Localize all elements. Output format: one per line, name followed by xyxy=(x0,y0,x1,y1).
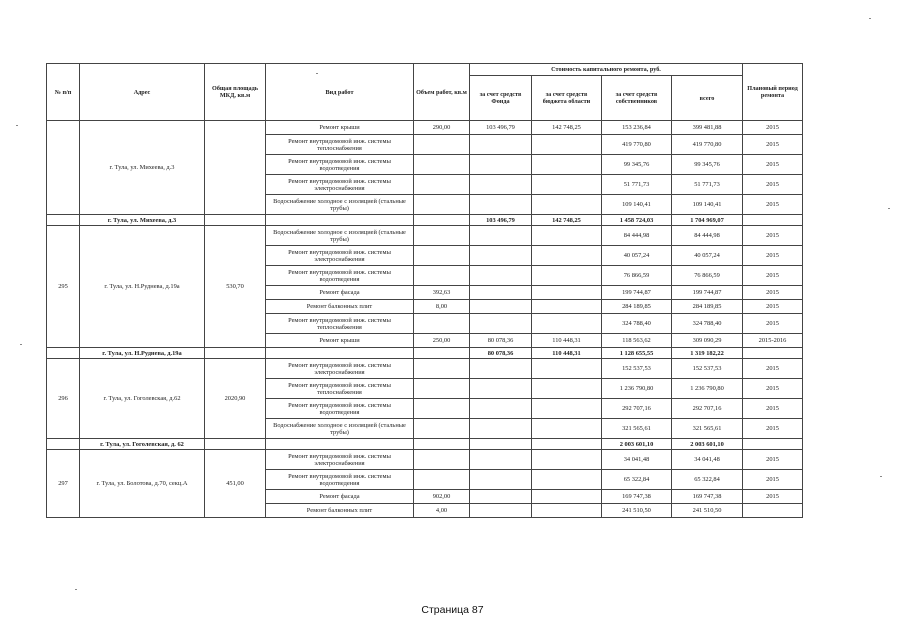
row-address: г. Тула, ул. Болотова, д.70, секц.А xyxy=(80,450,205,518)
repair-plan-table xyxy=(46,63,803,518)
cost-region xyxy=(532,419,602,439)
work-type: Ремонт внутридомовой инж. системы водоотведения xyxy=(266,155,414,175)
header-cost-group: Стоимость капитального ремонта, руб. xyxy=(470,64,743,76)
repair-period: 2015 xyxy=(743,450,803,470)
cost-fund xyxy=(470,135,532,155)
cost-total: 1 236 790,80 xyxy=(672,379,743,399)
cost-region xyxy=(532,195,602,215)
work-type: Ремонт внутридомовой инж. системы электроснабжения xyxy=(266,359,414,379)
cost-fund xyxy=(470,470,532,490)
work-volume xyxy=(414,314,470,334)
row-number: 295 xyxy=(47,226,80,348)
cost-fund xyxy=(470,226,532,246)
repair-period: 2015 xyxy=(743,359,803,379)
header-total: всего xyxy=(672,76,743,121)
subtotal-total: 1 704 969,07 xyxy=(672,215,743,226)
work-volume: 8,00 xyxy=(414,300,470,314)
table-row xyxy=(47,359,803,379)
header-region: за счет средств бюджета области xyxy=(532,76,602,121)
work-volume xyxy=(414,226,470,246)
scan-speck xyxy=(20,344,22,345)
cost-total: 169 747,38 xyxy=(672,490,743,504)
cost-region xyxy=(532,246,602,266)
cost-region xyxy=(532,399,602,419)
cost-region xyxy=(532,504,602,518)
cost-region xyxy=(532,359,602,379)
subtotal-label: г. Тула, ул. Н.Руднева, д.19а xyxy=(80,348,205,359)
repair-period: 2015 xyxy=(743,175,803,195)
cost-owners: 169 747,38 xyxy=(602,490,672,504)
work-volume xyxy=(414,470,470,490)
work-volume xyxy=(414,246,470,266)
subtotal-label: г. Тула, ул. Гоголевская, д. 62 xyxy=(80,439,205,450)
cost-total: 65 322,84 xyxy=(672,470,743,490)
cost-fund xyxy=(470,450,532,470)
cost-fund xyxy=(470,286,532,300)
cost-region: 142 748,25 xyxy=(532,121,602,135)
row-area xyxy=(205,121,266,215)
work-type: Водоснабжение холодное с изоляцией (стальные трубы) xyxy=(266,419,414,439)
cost-owners: 292 707,16 xyxy=(602,399,672,419)
cost-fund: 80 078,36 xyxy=(470,334,532,348)
cost-fund xyxy=(470,359,532,379)
subtotal-owners: 1 458 724,03 xyxy=(602,215,672,226)
work-volume xyxy=(414,155,470,175)
cost-fund xyxy=(470,419,532,439)
cost-total: 51 771,73 xyxy=(672,175,743,195)
work-volume xyxy=(414,135,470,155)
cost-owners: 51 771,73 xyxy=(602,175,672,195)
cost-fund xyxy=(470,155,532,175)
cost-owners: 321 565,61 xyxy=(602,419,672,439)
repair-period: 2015 xyxy=(743,135,803,155)
repair-period: 2015 xyxy=(743,226,803,246)
repair-period: 2015 xyxy=(743,419,803,439)
work-type: Ремонт внутридомовой инж. системы электроснабжения xyxy=(266,450,414,470)
cost-fund: 103 496,79 xyxy=(470,121,532,135)
cost-region xyxy=(532,379,602,399)
cost-fund xyxy=(470,300,532,314)
cost-region xyxy=(532,300,602,314)
cost-fund xyxy=(470,246,532,266)
table-row xyxy=(47,226,803,246)
cost-owners: 99 345,76 xyxy=(602,155,672,175)
work-type: Ремонт внутридомовой инж. системы водоотведения xyxy=(266,266,414,286)
row-address: г. Тула, ул. Н.Руднева, д.19а xyxy=(80,226,205,348)
cost-total: 292 707,16 xyxy=(672,399,743,419)
table-row xyxy=(47,450,803,470)
cost-owners: 284 189,85 xyxy=(602,300,672,314)
cost-total: 321 565,61 xyxy=(672,419,743,439)
cost-total: 40 057,24 xyxy=(672,246,743,266)
work-volume: 392,63 xyxy=(414,286,470,300)
cost-owners: 76 866,59 xyxy=(602,266,672,286)
cost-total: 284 189,85 xyxy=(672,300,743,314)
repair-period: 2015 xyxy=(743,379,803,399)
work-volume xyxy=(414,419,470,439)
subtotal-number xyxy=(47,439,80,450)
repair-period: 2015 xyxy=(743,266,803,286)
repair-period: 2015 xyxy=(743,399,803,419)
cost-owners: 40 057,24 xyxy=(602,246,672,266)
header-address: Адрес xyxy=(80,64,205,121)
cost-owners: 65 322,84 xyxy=(602,470,672,490)
cost-fund xyxy=(470,314,532,334)
subtotal-area xyxy=(205,215,266,226)
work-type: Ремонт фасада xyxy=(266,286,414,300)
row-address: г. Тула, ул. Михеева, д.3 xyxy=(80,121,205,215)
work-type: Ремонт внутридомовой инж. системы водоотведения xyxy=(266,470,414,490)
work-type: Ремонт фасада xyxy=(266,490,414,504)
cost-total: 152 537,53 xyxy=(672,359,743,379)
cost-total: 324 788,40 xyxy=(672,314,743,334)
cost-owners: 152 537,53 xyxy=(602,359,672,379)
subtotal-number xyxy=(47,215,80,226)
table-row xyxy=(47,121,803,135)
cost-owners: 199 744,87 xyxy=(602,286,672,300)
repair-period xyxy=(743,504,803,518)
row-number: 296 xyxy=(47,359,80,439)
cost-fund xyxy=(470,175,532,195)
cost-total: 399 481,88 xyxy=(672,121,743,135)
repair-period: 2015 xyxy=(743,121,803,135)
work-type: Ремонт внутридомовой инж. системы теплоснабжения xyxy=(266,135,414,155)
repair-period: 2015 xyxy=(743,314,803,334)
subtotal-row xyxy=(47,348,803,359)
subtotal-work xyxy=(266,215,414,226)
header-fund: за счет средств Фонда xyxy=(470,76,532,121)
row-number: 297 xyxy=(47,450,80,518)
work-type: Ремонт балконных плит xyxy=(266,300,414,314)
subtotal-period xyxy=(743,348,803,359)
header-number: № п/п xyxy=(47,64,80,121)
header-volume: Объем работ, кв.м xyxy=(414,64,470,121)
subtotal-fund: 80 078,36 xyxy=(470,348,532,359)
subtotal-number xyxy=(47,348,80,359)
work-volume xyxy=(414,359,470,379)
cost-owners: 118 563,62 xyxy=(602,334,672,348)
subtotal-owners: 2 003 601,10 xyxy=(602,439,672,450)
subtotal-owners: 1 128 655,55 xyxy=(602,348,672,359)
work-type: Ремонт балконных плит xyxy=(266,504,414,518)
subtotal-total: 1 319 182,22 xyxy=(672,348,743,359)
cost-region xyxy=(532,266,602,286)
cost-owners: 1 236 790,80 xyxy=(602,379,672,399)
cost-owners: 153 236,84 xyxy=(602,121,672,135)
work-volume xyxy=(414,195,470,215)
work-type: Ремонт внутридомовой инж. системы электроснабжения xyxy=(266,175,414,195)
page-number: Страница 87 xyxy=(421,604,484,616)
cost-owners: 84 444,98 xyxy=(602,226,672,246)
subtotal-region xyxy=(532,439,602,450)
repair-period: 2015 xyxy=(743,490,803,504)
subtotal-work xyxy=(266,439,414,450)
cost-total: 419 770,80 xyxy=(672,135,743,155)
subtotal-fund: 103 496,79 xyxy=(470,215,532,226)
cost-region xyxy=(532,314,602,334)
scan-speck xyxy=(16,125,18,126)
subtotal-row xyxy=(47,215,803,226)
scan-speck xyxy=(888,208,890,209)
work-type: Ремонт внутридомовой инж. системы теплоснабжения xyxy=(266,314,414,334)
header-period: Плановый период ремонта xyxy=(743,64,803,121)
cost-total: 109 140,41 xyxy=(672,195,743,215)
cost-region xyxy=(532,226,602,246)
work-type: Ремонт внутридомовой инж. системы водоотведения xyxy=(266,399,414,419)
repair-period: 2015 xyxy=(743,286,803,300)
work-volume xyxy=(414,175,470,195)
cost-total: 84 444,98 xyxy=(672,226,743,246)
repair-period: 2015 xyxy=(743,470,803,490)
subtotal-area xyxy=(205,439,266,450)
work-volume xyxy=(414,399,470,419)
cost-total: 99 345,76 xyxy=(672,155,743,175)
subtotal-label: г. Тула, ул. Михеева, д.3 xyxy=(80,215,205,226)
work-volume xyxy=(414,379,470,399)
cost-region xyxy=(532,135,602,155)
work-volume xyxy=(414,450,470,470)
header-owners: за счет средств собственников xyxy=(602,76,672,121)
subtotal-region: 110 448,31 xyxy=(532,348,602,359)
repair-period: 2015 xyxy=(743,300,803,314)
scan-speck xyxy=(869,18,871,19)
subtotal-region: 142 748,25 xyxy=(532,215,602,226)
subtotal-area xyxy=(205,348,266,359)
subtotal-work xyxy=(266,348,414,359)
cost-fund xyxy=(470,490,532,504)
cost-owners: 324 788,40 xyxy=(602,314,672,334)
subtotal-volume xyxy=(414,215,470,226)
repair-period: 2015 xyxy=(743,246,803,266)
cost-owners: 34 041,48 xyxy=(602,450,672,470)
cost-region xyxy=(532,155,602,175)
cost-fund xyxy=(470,399,532,419)
work-volume xyxy=(414,266,470,286)
cost-region xyxy=(532,490,602,504)
subtotal-period xyxy=(743,439,803,450)
cost-fund xyxy=(470,504,532,518)
work-type: Водоснабжение холодное с изоляцией (стальные трубы) xyxy=(266,226,414,246)
repair-period: 2015 xyxy=(743,155,803,175)
row-address: г. Тула, ул. Гоголевская, д.62 xyxy=(80,359,205,439)
row-number xyxy=(47,121,80,215)
cost-region xyxy=(532,286,602,300)
work-type: Ремонт внутридомовой инж. системы электроснабжения xyxy=(266,246,414,266)
work-type: Ремонт крыши xyxy=(266,121,414,135)
work-volume: 290,00 xyxy=(414,121,470,135)
repair-period: 2015 xyxy=(743,195,803,215)
cost-fund xyxy=(470,266,532,286)
subtotal-row xyxy=(47,439,803,450)
header-area: Общая площадь МКД, кв.м xyxy=(205,64,266,121)
cost-total: 34 041,48 xyxy=(672,450,743,470)
cost-region xyxy=(532,470,602,490)
cost-owners: 241 510,50 xyxy=(602,504,672,518)
row-area: 451,00 xyxy=(205,450,266,518)
subtotal-fund xyxy=(470,439,532,450)
scan-speck xyxy=(880,476,882,477)
cost-owners: 419 770,80 xyxy=(602,135,672,155)
cost-region xyxy=(532,450,602,470)
scan-speck xyxy=(75,589,77,590)
work-type: Ремонт внутридомовой инж. системы теплоснабжения xyxy=(266,379,414,399)
subtotal-total: 2 003 601,10 xyxy=(672,439,743,450)
work-type: Водоснабжение холодное с изоляцией (стальные трубы) xyxy=(266,195,414,215)
cost-owners: 109 140,41 xyxy=(602,195,672,215)
subtotal-volume xyxy=(414,439,470,450)
work-volume: 902,00 xyxy=(414,490,470,504)
table-header xyxy=(47,64,803,121)
cost-region xyxy=(532,175,602,195)
header-work-type: Вид работ xyxy=(266,64,414,121)
cost-total: 199 744,87 xyxy=(672,286,743,300)
subtotal-period xyxy=(743,215,803,226)
cost-fund xyxy=(470,195,532,215)
cost-total: 309 090,29 xyxy=(672,334,743,348)
cost-region: 110 448,31 xyxy=(532,334,602,348)
table-body xyxy=(47,121,803,518)
row-area: 530,70 xyxy=(205,226,266,348)
cost-total: 241 510,50 xyxy=(672,504,743,518)
cost-total: 76 866,59 xyxy=(672,266,743,286)
work-type: Ремонт крыши xyxy=(266,334,414,348)
subtotal-volume xyxy=(414,348,470,359)
repair-period: 2015-2016 xyxy=(743,334,803,348)
work-volume: 4,00 xyxy=(414,504,470,518)
cost-fund xyxy=(470,379,532,399)
work-volume: 250,00 xyxy=(414,334,470,348)
row-area: 2020,90 xyxy=(205,359,266,439)
